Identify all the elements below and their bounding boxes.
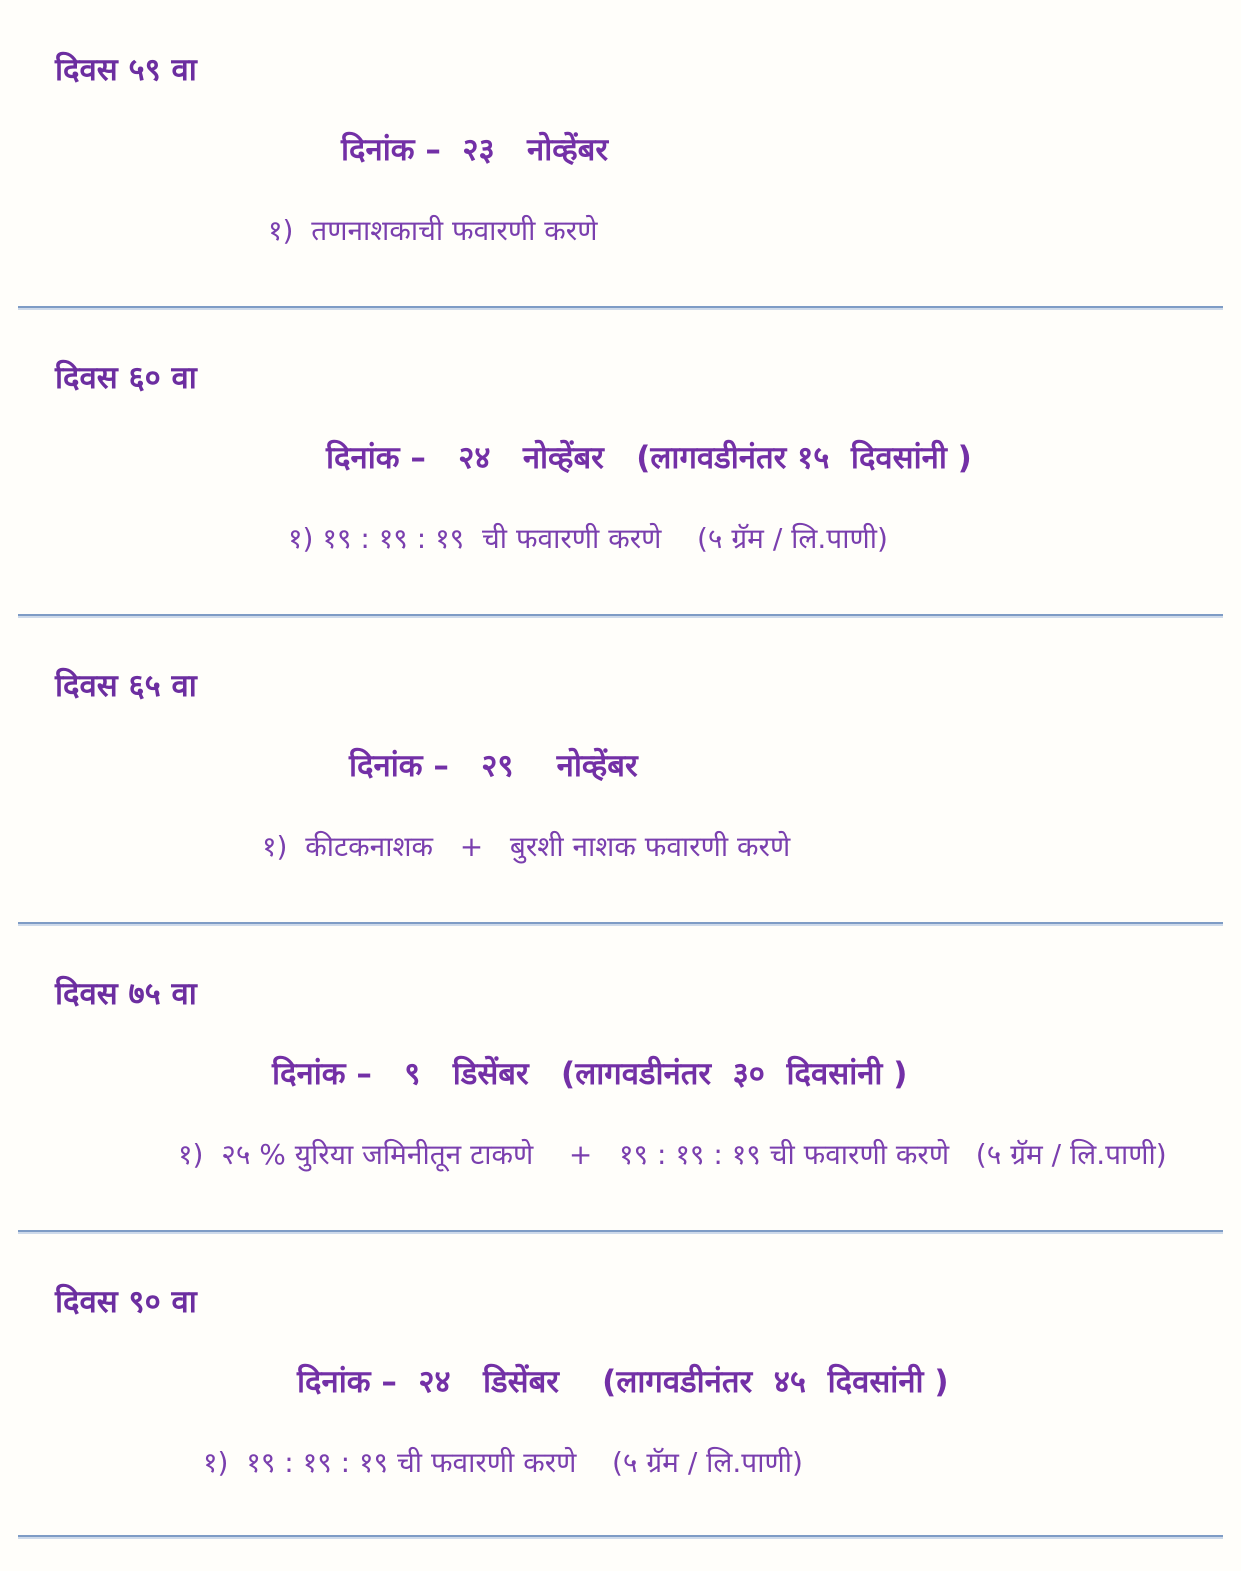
day-heading: दिवस ७५ वा [55,976,197,1012]
day-heading: दिवस ५९ वा [55,52,197,88]
date-line: दिनांक – ९ डिसेंबर (लागवडीनंतर ३० दिवसांनी ) [272,1056,908,1092]
day-heading: दिवस ९० वा [55,1284,197,1320]
date-line: दिनांक – २४ नोव्हेंबर (लागवडीनंतर १५ दिवसांनी ) [326,440,972,476]
date-line: दिनांक – २४ डिसेंबर (लागवडीनंतर ४५ दिवसांनी ) [297,1364,949,1400]
day-section [0,616,1241,924]
task-item: १) कीटकनाशक + बुरशी नाशक फवारणी करणे [262,830,791,863]
day-section [0,308,1241,616]
task-item: १) तणनाशकाची फवारणी करणे [268,214,598,247]
task-item: १) १९ : १९ : १९ ची फवारणी करणे (५ ग्रॅम / लि.पाणी) [203,1446,803,1479]
day-section [0,924,1241,1232]
day-heading: दिवस ६५ वा [55,668,197,704]
task-item: १) २५ % युरिया जमिनीतून टाकणे + १९ : १९ : १९ ची फवारणी करणे (५ ग्रॅम / लि.पाणी) [178,1138,1167,1171]
task-item: १) १९ : १९ : १९ ची फवारणी करणे (५ ग्रॅम / लि.पाणी) [288,522,888,555]
date-line: दिनांक – २९ नोव्हेंबर [349,748,638,784]
section-divider [18,1535,1223,1537]
date-line: दिनांक – २३ नोव्हेंबर [341,132,609,168]
day-section [0,0,1241,308]
day-heading: दिवस ६० वा [55,360,197,396]
day-section [0,1232,1241,1537]
